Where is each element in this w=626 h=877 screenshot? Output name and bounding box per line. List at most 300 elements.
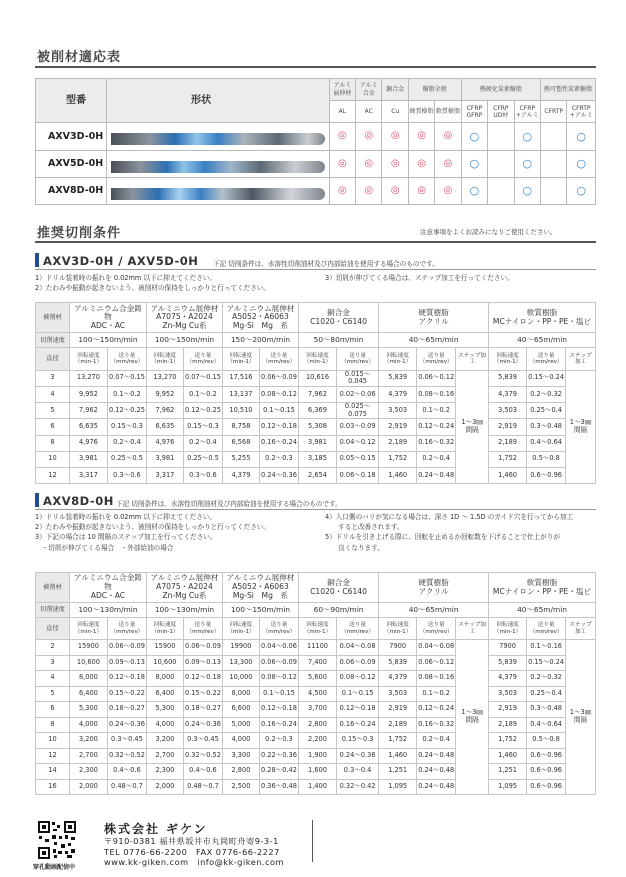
speed-label: 切削速度 — [36, 603, 70, 618]
rpm-value: 1,400 — [298, 779, 336, 795]
rpm-header: 回転速度 （min-1） — [146, 348, 183, 370]
suitability-mark — [541, 177, 567, 204]
qr-caption: 穿孔動画配信中 — [33, 864, 76, 871]
rpm-value: 7,962 — [69, 403, 107, 419]
rpm-value: 4,379 — [222, 467, 259, 483]
data-row — [36, 671, 596, 687]
material-header: 硬質樹脂 アクリル — [379, 303, 489, 333]
section-bar — [35, 493, 39, 507]
feed-value: 0.3～0.45 — [183, 733, 222, 749]
feed-value: 0.15～0.3 — [107, 419, 146, 435]
sec1-left-notes — [35, 273, 270, 293]
feed-value: 0.24～0.48 — [417, 764, 456, 780]
feed-value: 0.06～0.09 — [259, 370, 298, 386]
feed-value: 0.2～0.4 — [417, 451, 456, 467]
suitability-mark — [541, 150, 567, 177]
feed-value: 0.24～0.36 — [183, 717, 222, 733]
rpm-value: 2,200 — [298, 733, 336, 749]
rpm-value: 2,500 — [222, 779, 259, 795]
sec2-rule — [35, 509, 596, 510]
feed-value: 0.2～0.4 — [417, 733, 456, 749]
feed-value: 0.12～0.18 — [107, 671, 146, 687]
data-row — [36, 370, 596, 386]
rpm-value: 6,635 — [69, 419, 107, 435]
suitability-mark: ◎ — [435, 177, 461, 204]
feed-value: 0.04～0.12 — [337, 435, 379, 451]
feed-value: 0.08～0.16 — [417, 671, 456, 687]
rpm-value: 3,200 — [69, 733, 107, 749]
rpm-value: 1,460 — [379, 748, 417, 764]
feed-value: 0.24～0.48 — [417, 748, 456, 764]
cutting-speed: 100～130m/min — [69, 603, 146, 618]
rpm-value: 6,635 — [146, 419, 183, 435]
diameter-value: 4 — [36, 386, 70, 402]
footer-divider — [312, 820, 313, 862]
step-interval: 1～3㎜ 間隔 — [566, 640, 596, 795]
suitability-mark: ○ — [461, 177, 487, 204]
suitability-mark: ○ — [514, 150, 540, 177]
suitability-row — [36, 150, 596, 177]
drill-icon — [111, 133, 325, 145]
feed-value: 0.06～0.09 — [337, 655, 379, 671]
feed-value: 0.09～0.13 — [183, 655, 222, 671]
rpm-header: 回転速度 （min-1） — [489, 348, 527, 370]
feed-value: 0.6～0.96 — [527, 779, 566, 795]
data-row — [36, 451, 596, 467]
feed-value: 0.04～0.06 — [259, 640, 298, 656]
rpm-value: 7,400 — [298, 655, 336, 671]
drill-icon — [111, 188, 325, 200]
diameter-value: 10 — [36, 451, 70, 467]
feed-value: 0.09～0.13 — [107, 655, 146, 671]
rpm-value: 8,000 — [69, 671, 107, 687]
feed-value: 0.18～0.27 — [183, 702, 222, 718]
data-row — [36, 435, 596, 451]
note-line: 2）たわみや振動が起きないよう、被削材の保持をしっかりと行ってください。 — [35, 523, 270, 532]
feed-header: 送り量 （mm/rev） — [337, 618, 379, 640]
rpm-value: 4,500 — [298, 686, 336, 702]
feed-value: 0.16～0.32 — [417, 717, 456, 733]
sec1-rule — [35, 269, 596, 270]
rpm-value: 4,976 — [146, 435, 183, 451]
feed-header: 送り量 （mm/rev） — [183, 348, 222, 370]
note-line: 2）たわみや振動が起きないよう、被削材の保持をしっかりと行ってください。 — [35, 284, 270, 293]
group-header: 樹脂全般 — [408, 79, 461, 101]
feed-value: 0.32～0.52 — [107, 748, 146, 764]
material-header: アルミニウム展伸材 A7075・A2024 Zn-Mg Cu系 — [146, 573, 222, 603]
feed-value: 0.16～0.32 — [417, 435, 456, 451]
rpm-value: 9,952 — [69, 386, 107, 402]
feed-value: 0.2～0.4 — [183, 435, 222, 451]
cutting-title: 推奨切削条件 — [37, 226, 122, 241]
sub-header: Cu — [382, 101, 408, 123]
data-row — [36, 717, 596, 733]
rpm-value: 7,962 — [298, 386, 336, 402]
suitability-mark: ◎ — [382, 177, 408, 204]
rpm-value: 2,000 — [146, 779, 183, 795]
section-bar — [35, 253, 39, 267]
group-header: 熱可塑性炭素樹脂 — [541, 79, 596, 101]
title-rule — [35, 66, 596, 68]
rpm-value: 6,400 — [146, 686, 183, 702]
suitability-mark: ◎ — [408, 123, 434, 150]
feed-header: 送り量 （mm/rev） — [259, 618, 298, 640]
feed-value: 0.025～0.075 — [337, 403, 379, 419]
suitability-mark — [488, 150, 514, 177]
cutting-speed: 40～65m/min — [379, 333, 489, 348]
feed-value: 0.2～0.4 — [107, 435, 146, 451]
company-name: 株式会社 ギケン — [104, 822, 208, 836]
diameter-value: 6 — [36, 419, 70, 435]
rpm-value: 10,616 — [298, 370, 336, 386]
sub-header: 硬質樹脂 — [408, 101, 434, 123]
suitability-mark: ◎ — [408, 150, 434, 177]
diameter-value: 5 — [36, 686, 70, 702]
rpm-value: 5,839 — [379, 370, 417, 386]
feed-value: 0.15～0.24 — [527, 370, 566, 386]
suitability-mark: ◎ — [435, 150, 461, 177]
feed-value: 0.1～0.16 — [527, 640, 566, 656]
feed-value: 0.3～0.45 — [107, 733, 146, 749]
diameter-value: 12 — [36, 748, 70, 764]
feed-value: 0.2～0.32 — [527, 671, 566, 687]
rpm-value: 2,919 — [489, 702, 527, 718]
step-interval: 1～3㎜ 間隔 — [456, 640, 489, 795]
rpm-value: 6,600 — [222, 702, 259, 718]
cutting-speed: 100～150m/min — [69, 333, 146, 348]
feed-value: 0.24～0.36 — [107, 717, 146, 733]
rpm-header: 回転速度 （min-1） — [222, 618, 259, 640]
suitability-mark — [541, 123, 567, 150]
feed-value: 0.6～0.96 — [527, 764, 566, 780]
feed-value: 0.04～0.08 — [417, 640, 456, 656]
group-header: アルミ 展伸材 — [329, 79, 355, 101]
feed-value: 0.05～0.15 — [337, 451, 379, 467]
diameter-value: 8 — [36, 717, 70, 733]
sub-header: AC — [356, 101, 382, 123]
rpm-value: 10,600 — [146, 655, 183, 671]
sub-header: CFRP UD材 — [488, 101, 514, 123]
data-row — [36, 748, 596, 764]
rpm-value: 1,600 — [298, 764, 336, 780]
feed-value: 0.2～0.32 — [527, 386, 566, 402]
note-line: ・切屑が伸びてくる場合 ・外部給油の場合 — [35, 543, 174, 552]
rpm-value: 2,919 — [379, 419, 417, 435]
rpm-value: 2,189 — [489, 435, 527, 451]
feed-value: 0.24～0.36 — [259, 467, 298, 483]
feed-value: 0.06～0.12 — [417, 655, 456, 671]
sub-header: CFRTP — [541, 101, 567, 123]
feed-value: 0.25～0.4 — [527, 403, 566, 419]
rpm-value: 13,270 — [69, 370, 107, 386]
rpm-value: 17,516 — [222, 370, 259, 386]
material-label: 被削材 — [36, 573, 70, 603]
rpm-value: 9,952 — [146, 386, 183, 402]
rpm-value: 8,758 — [222, 419, 259, 435]
cutting-table-2 — [35, 572, 596, 795]
feed-value: 0.12～0.18 — [183, 671, 222, 687]
feed-value: 0.18～0.27 — [107, 702, 146, 718]
feed-header: 送り量 （mm/rev） — [183, 618, 222, 640]
rpm-value: 1,251 — [489, 764, 527, 780]
data-row — [36, 702, 596, 718]
address: 〒910-0381 福井県坂井市丸岡町舟寄9-3-1 — [104, 836, 279, 846]
rpm-header: 回転速度 （min-1） — [298, 618, 336, 640]
suitability-row — [36, 177, 596, 204]
rpm-value: 5,839 — [489, 370, 527, 386]
note-line: 3）下記の場合は 10 間隔のステップ加工を行ってください。 — [35, 533, 217, 542]
cutting-speed: 100～130m/min — [146, 603, 222, 618]
feed-value: 0.1～0.15 — [259, 686, 298, 702]
feed-value: 0.24～0.48 — [417, 779, 456, 795]
rpm-value: 3,317 — [69, 467, 107, 483]
note-line: 3）切屑が伸びてくる場合は、ステップ加工を行ってください。 — [325, 274, 514, 282]
data-row — [36, 419, 596, 435]
rpm-value: 19900 — [222, 640, 259, 656]
feed-value: 0.4～0.6 — [183, 764, 222, 780]
diameter-value: 16 — [36, 779, 70, 795]
feed-value: 0.5～0.8 — [527, 733, 566, 749]
rpm-value: 2,300 — [69, 764, 107, 780]
rpm-value: 11100 — [298, 640, 336, 656]
suitability-mark — [488, 177, 514, 204]
rpm-value: 1,460 — [489, 748, 527, 764]
suitability-table — [35, 78, 596, 205]
sec1-note: 下記 切削条件は、水溶性切削油材及び内部給油を使用する場合のものです。 — [213, 260, 439, 268]
data-row — [36, 467, 596, 483]
cutting-speed: 150～200m/min — [222, 333, 298, 348]
col-shape: 形状 — [107, 79, 330, 123]
feed-value: 0.36～0.48 — [259, 779, 298, 795]
sub-header: CFRP +アルミ — [514, 101, 540, 123]
caution-note: 注意事項をよくお読みになりご使用ください。 — [420, 228, 557, 236]
feed-value: 0.04～0.08 — [337, 640, 379, 656]
rpm-value: 2,800 — [222, 764, 259, 780]
sec2-head: AXV8D-0H — [43, 494, 114, 508]
diameter-value: 5 — [36, 403, 70, 419]
model-name: AXV5D-0H — [36, 150, 107, 177]
feed-value: 0.25～0.5 — [183, 451, 222, 467]
material-header: 硬質樹脂 アクリル — [379, 573, 489, 603]
rpm-value: 10,510 — [222, 403, 259, 419]
feed-value: 0.06～0.09 — [259, 655, 298, 671]
rpm-value: 7900 — [489, 640, 527, 656]
rpm-value: 3,981 — [298, 435, 336, 451]
rpm-value: 2,189 — [379, 435, 417, 451]
rpm-value: 2,919 — [379, 702, 417, 718]
suitability-mark: ◎ — [408, 177, 434, 204]
rpm-value: 5,000 — [222, 717, 259, 733]
suitability-mark: ○ — [567, 123, 596, 150]
cutting-speed: 40～65m/min — [489, 333, 596, 348]
feed-value: 0.16～0.24 — [259, 435, 298, 451]
feed-header: 送り量 （mm/rev） — [527, 348, 566, 370]
feed-value: 0.02～0.06 — [337, 386, 379, 402]
rpm-value: 1,095 — [489, 779, 527, 795]
feed-value: 0.15～0.3 — [183, 419, 222, 435]
rpm-value: 10,600 — [69, 655, 107, 671]
feed-value: 0.32～0.42 — [337, 779, 379, 795]
material-header: 銅合金 C1020・C6140 — [298, 573, 378, 603]
sub-header: CFRP GFRP — [461, 101, 487, 123]
data-row — [36, 764, 596, 780]
step-interval: 1～3㎜ 間隔 — [456, 370, 489, 483]
rpm-value: 10,000 — [222, 671, 259, 687]
feed-value: 0.12～0.18 — [259, 702, 298, 718]
feed-header: 送り量 （mm/rev） — [107, 618, 146, 640]
rpm-value: 4,379 — [379, 671, 417, 687]
web-email[interactable]: www.kk-giken.com info@kk-giken.com — [104, 857, 285, 868]
speed-row — [36, 333, 596, 348]
rpm-value: 4,976 — [69, 435, 107, 451]
feed-value: 0.22～0.36 — [259, 748, 298, 764]
feed-value: 0.07～0.15 — [107, 370, 146, 386]
sub-header: AL — [329, 101, 355, 123]
qr-code[interactable] — [37, 820, 77, 860]
group-header: アルミ 合金 — [356, 79, 382, 101]
rpm-value: 3,185 — [298, 451, 336, 467]
step-interval: 1～3㎜ 間隔 — [566, 370, 596, 483]
feed-value: 0.03～0.09 — [337, 419, 379, 435]
rpm-value: 1,251 — [379, 764, 417, 780]
sub-header: 軟質樹脂 — [435, 101, 461, 123]
rpm-value: 5,300 — [69, 702, 107, 718]
step-header: ステップ加工 — [566, 348, 596, 370]
feed-value: 0.6～0.96 — [527, 748, 566, 764]
rpm-header: 回転速度 （min-1） — [379, 618, 417, 640]
data-row — [36, 403, 596, 419]
feed-header: 送り量 （mm/rev） — [417, 348, 456, 370]
feed-value: 0.48～0.7 — [107, 779, 146, 795]
feed-value: 0.1～0.15 — [337, 686, 379, 702]
sec2-left-notes — [35, 512, 270, 553]
rpm-value: 2,919 — [489, 419, 527, 435]
feed-header: 送り量 （mm/rev） — [417, 618, 456, 640]
feed-value: 0.15～0.22 — [183, 686, 222, 702]
rpm-value: 3,317 — [146, 467, 183, 483]
param-header-row — [36, 618, 596, 640]
step-header: ステップ加工 — [566, 618, 596, 640]
rpm-value: 3,503 — [379, 403, 417, 419]
rpm-value: 6,568 — [222, 435, 259, 451]
rpm-value: 1,752 — [489, 733, 527, 749]
feed-value: 0.15～0.22 — [107, 686, 146, 702]
col-model: 型番 — [36, 79, 107, 123]
rpm-value: 2,000 — [69, 779, 107, 795]
model-name: AXV3D-0H — [36, 123, 107, 150]
sec2-note: 下記 切削条件は、水溶性切削油材及び内部給油を使用する場合のものです。 — [116, 500, 342, 508]
feed-value: 0.1～0.15 — [259, 403, 298, 419]
rpm-value: 1,752 — [379, 451, 417, 467]
material-header: アルミニウム展伸材 A5052・A6063 Mg-Si Mg 系 — [222, 573, 298, 603]
feed-value: 0.08～0.16 — [417, 386, 456, 402]
note-line: すると改善されます。 — [325, 523, 404, 532]
diameter-value: 4 — [36, 671, 70, 687]
rpm-value: 3,981 — [69, 451, 107, 467]
note-line: 1）ドリル装着時の振れを 0.02mm 以下に抑えてください。 — [35, 274, 216, 282]
rpm-value: 2,700 — [69, 748, 107, 764]
feed-value: 0.16～0.24 — [259, 717, 298, 733]
suitability-mark: ◎ — [356, 123, 382, 150]
rpm-value: 1,900 — [298, 748, 336, 764]
rpm-value: 5,839 — [379, 655, 417, 671]
rpm-header: 回転速度 （min-1） — [69, 348, 107, 370]
cutting-speed: 50～80m/min — [298, 333, 378, 348]
cutting-speed: 60～90m/min — [298, 603, 378, 618]
feed-value: 0.48～0.7 — [183, 779, 222, 795]
sec2-right-notes — [325, 512, 573, 553]
group-header: 銅合金 — [382, 79, 408, 101]
address-block — [104, 836, 284, 868]
suitability-mark: ◎ — [329, 123, 355, 150]
rpm-value: 5,839 — [489, 655, 527, 671]
rpm-value: 5,308 — [298, 419, 336, 435]
rpm-value: 3,700 — [298, 702, 336, 718]
feed-value: 0.4～0.64 — [527, 717, 566, 733]
suitability-mark: ○ — [461, 123, 487, 150]
feed-header: 送り量 （mm/rev） — [259, 348, 298, 370]
feed-header: 送り量 （mm/rev） — [337, 348, 379, 370]
suitability-mark: ○ — [567, 177, 596, 204]
rpm-value: 2,189 — [489, 717, 527, 733]
rpm-value: 1,095 — [379, 779, 417, 795]
feed-value: 0.12～0.18 — [337, 702, 379, 718]
step-header: ステップ加工 — [456, 618, 489, 640]
feed-value: 0.06～0.09 — [107, 640, 146, 656]
feed-value: 0.32～0.52 — [183, 748, 222, 764]
feed-value: 0.15～0.24 — [527, 655, 566, 671]
rpm-value: 2,189 — [379, 717, 417, 733]
rpm-value: 1,460 — [489, 467, 527, 483]
cutting-speed: 40～65m/min — [489, 603, 596, 618]
speed-label: 切削速度 — [36, 333, 70, 348]
suitability-mark: ◎ — [329, 150, 355, 177]
drill-image — [107, 177, 330, 204]
rpm-value: 7,962 — [146, 403, 183, 419]
rpm-header: 回転速度 （min-1） — [379, 348, 417, 370]
feed-value: 0.06～0.18 — [337, 467, 379, 483]
rpm-value: 3,503 — [379, 686, 417, 702]
rpm-value: 4,000 — [69, 717, 107, 733]
rpm-value: 6,400 — [69, 686, 107, 702]
feed-value: 0.1～0.2 — [417, 403, 456, 419]
note-line: 5）ドリルを引き上げる際に、回転を止めるか回転数を下げることで仕上がりが — [325, 533, 560, 542]
feed-value: 0.2～0.3 — [259, 451, 298, 467]
rpm-header: 回転速度 （min-1） — [146, 618, 183, 640]
rpm-value: 13,270 — [146, 370, 183, 386]
data-row — [36, 655, 596, 671]
rpm-header: 回転速度 （min-1） — [69, 618, 107, 640]
rpm-header: 回転速度 （min-1） — [222, 348, 259, 370]
feed-value: 0.12～0.18 — [259, 419, 298, 435]
group-header: 熱硬化炭素樹脂 — [461, 79, 540, 101]
rpm-value: 15900 — [69, 640, 107, 656]
model-name: AXV8D-0H — [36, 177, 107, 204]
cutting-speed: 100～150m/min — [222, 603, 298, 618]
rpm-value: 2,300 — [146, 764, 183, 780]
param-header-row — [36, 348, 596, 370]
feed-value: 0.07～0.15 — [183, 370, 222, 386]
suitability-mark — [488, 123, 514, 150]
diameter-value: 6 — [36, 702, 70, 718]
rpm-value: 2,800 — [298, 717, 336, 733]
rpm-value: 8,000 — [222, 686, 259, 702]
step-header: ステップ加工 — [456, 348, 489, 370]
feed-value: 0.1～0.2 — [183, 386, 222, 402]
cutting-table-1 — [35, 302, 596, 484]
feed-value: 0.06～0.09 — [183, 640, 222, 656]
feed-value: 0.08～0.12 — [259, 386, 298, 402]
